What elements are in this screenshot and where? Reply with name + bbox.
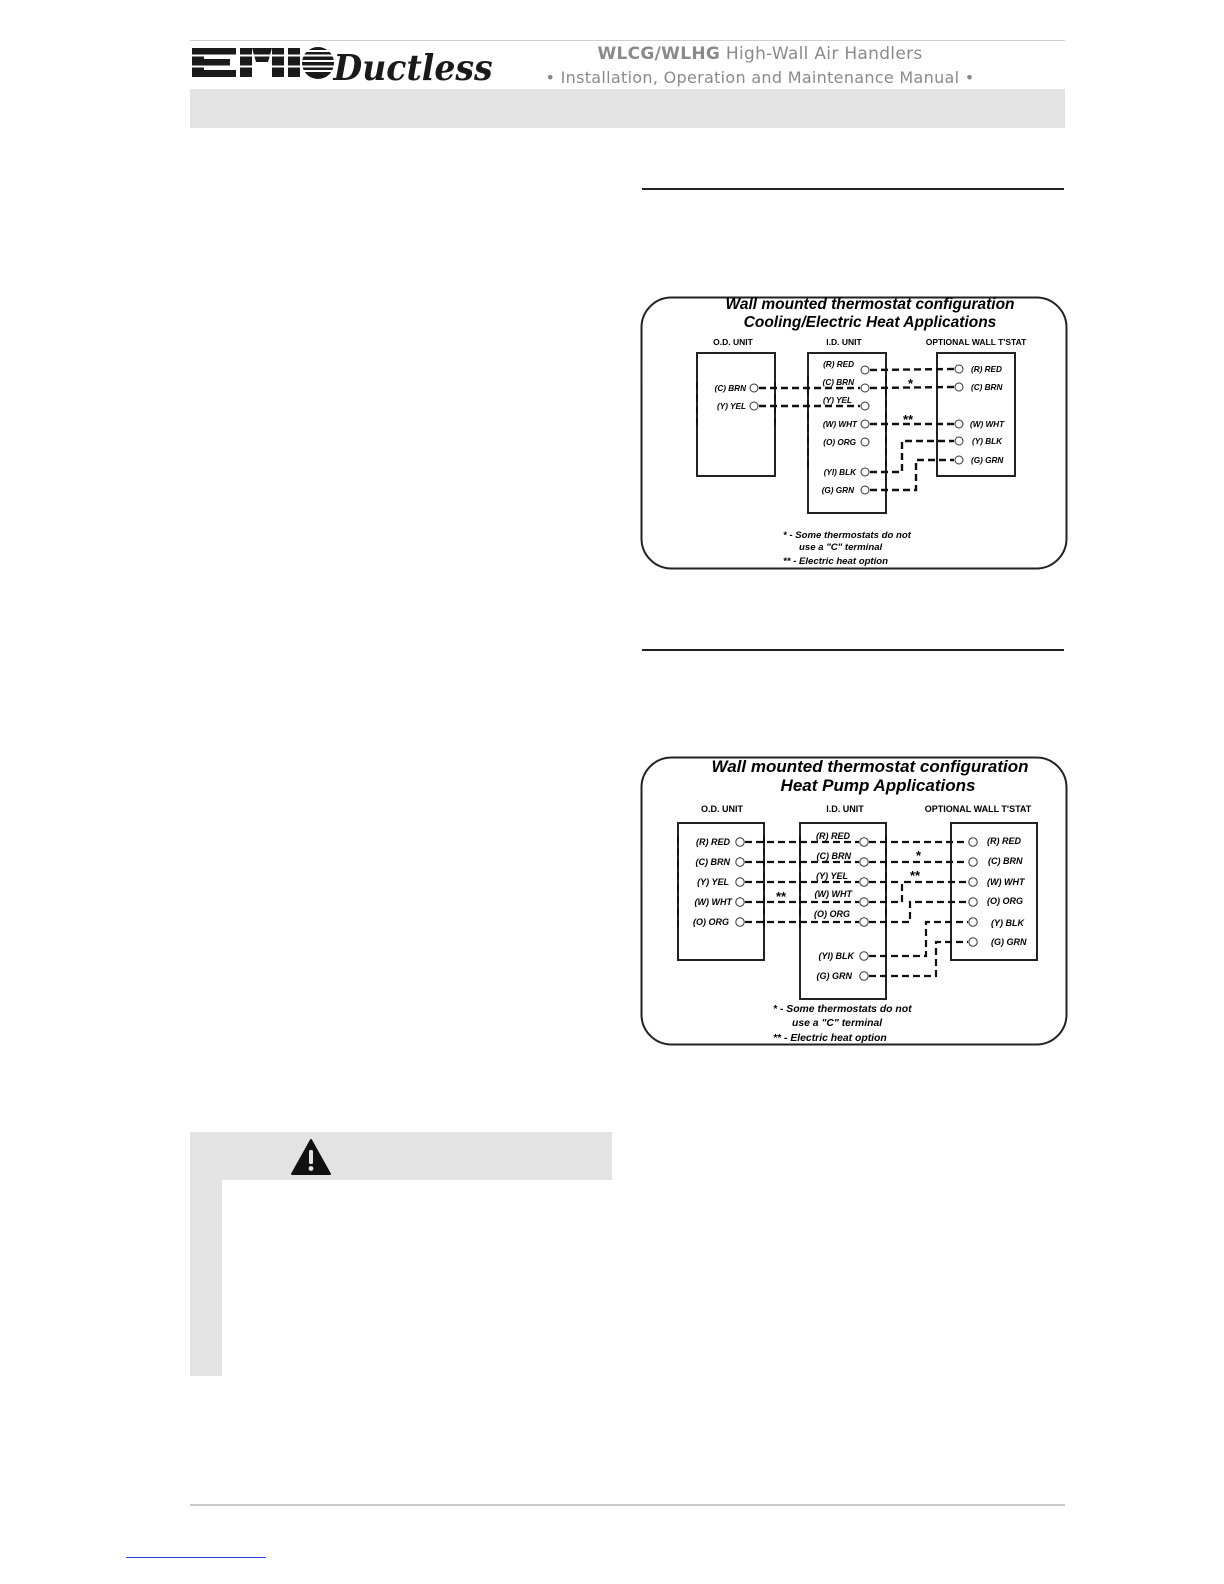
heatpump-star-c: * bbox=[916, 848, 922, 863]
heatpump-od-terminal: (C) BRN bbox=[695, 857, 730, 867]
manual-title: WLCG/WLHG High-Wall Air Handlers bbox=[597, 44, 923, 64]
heatpump-od-heading: O.D. UNIT bbox=[701, 804, 743, 814]
heatpump-note-2: use a "C" terminal bbox=[792, 1018, 883, 1029]
heatpump-id-terminal: (G) GRN bbox=[816, 971, 852, 981]
cooling-id-terminal: (Yl) BLK bbox=[823, 468, 856, 477]
cooling-title-line1: Wall mounted thermostat configuration bbox=[725, 296, 1015, 313]
heatpump-tstat-terminal: (C) BRN bbox=[988, 856, 1023, 866]
warning-side-bar bbox=[190, 1180, 222, 1376]
cooling-od-terminal: (C) BRN bbox=[714, 384, 746, 393]
cooling-id-terminal: (Y) YEL bbox=[823, 396, 852, 405]
cooling-id-heading: I.D. UNIT bbox=[826, 337, 862, 347]
heatpump-tstat-terminal: (W) WHT bbox=[987, 877, 1025, 887]
cooling-note-1: * - Some thermostats do not bbox=[783, 530, 911, 541]
heatpump-title-line2: Heat Pump Applications bbox=[780, 776, 976, 795]
header-top-rule bbox=[190, 40, 1065, 41]
cooling-wiring-diagram bbox=[640, 296, 1068, 570]
heatpump-id-terminal: (C) BRN bbox=[816, 851, 851, 861]
warning-triangle-icon bbox=[290, 1138, 332, 1176]
cooling-id-terminal: (G) GRN bbox=[821, 486, 854, 495]
heatpump-id-heading: I.D. UNIT bbox=[826, 804, 864, 814]
heatpump-note-3: ** - Electric heat option bbox=[773, 1033, 887, 1044]
heatpump-od-terminal: (R) RED bbox=[696, 837, 730, 847]
cooling-tstat-terminal: (W) WHT bbox=[970, 420, 1005, 429]
cooling-tstat-terminal: (C) BRN bbox=[971, 383, 1003, 392]
heatpump-star-w-tstat: ** bbox=[910, 868, 921, 883]
heatpump-tstat-terminal: (G) GRN bbox=[991, 937, 1027, 947]
cooling-star-c: * bbox=[908, 376, 914, 391]
cooling-tstat-terminal: (G) GRN bbox=[971, 456, 1004, 465]
cooling-id-terminal: (R) RED bbox=[823, 360, 854, 369]
cooling-id-terminal: (O) ORG bbox=[823, 438, 856, 447]
heatpump-id-terminal: (O) ORG bbox=[814, 909, 850, 919]
cooling-id-terminal: (C) BRN bbox=[822, 378, 854, 387]
cooling-note-3: ** - Electric heat option bbox=[783, 556, 889, 567]
footer-link-underline[interactable] bbox=[126, 1557, 266, 1558]
cooling-id-terminal: (W) WHT bbox=[822, 420, 857, 429]
heatpump-id-terminal: (Yl) BLK bbox=[818, 951, 854, 961]
manual-subtitle: • Installation, Operation and Maintenance Manual • bbox=[545, 68, 975, 87]
cooling-tstat-terminal: (Y) BLK bbox=[972, 437, 1003, 446]
heatpump-tstat-terminal: (R) RED bbox=[987, 836, 1021, 846]
logo-wordmark: Ductless bbox=[333, 47, 493, 90]
heatpump-tstat-heading: OPTIONAL WALL T'STAT bbox=[924, 804, 1032, 814]
cooling-od-terminal: (Y) YEL bbox=[717, 402, 746, 411]
section-rule-cooling bbox=[642, 188, 1064, 190]
heatpump-id-terminal: (W) WHT bbox=[814, 889, 852, 899]
heatpump-title-line1: Wall mounted thermostat configuration bbox=[711, 757, 1029, 776]
header-band bbox=[190, 89, 1065, 128]
heatpump-od-terminal: (Y) YEL bbox=[697, 877, 729, 887]
heatpump-tstat-terminal: (Y) BLK bbox=[991, 918, 1024, 928]
heatpump-tstat-terminal: (O) ORG bbox=[987, 896, 1023, 906]
cooling-star-w: ** bbox=[903, 412, 914, 427]
cooling-title-line2: Cooling/Electric Heat Applications bbox=[743, 314, 997, 331]
footer-rule bbox=[190, 1504, 1065, 1506]
heatpump-star-w-od: ** bbox=[776, 889, 787, 904]
warning-header-band bbox=[190, 1132, 612, 1180]
cooling-note-2: use a "C" terminal bbox=[799, 542, 883, 553]
cooling-od-heading: O.D. UNIT bbox=[713, 337, 753, 347]
heatpump-wiring-diagram bbox=[640, 756, 1068, 1046]
heatpump-id-terminal: (Y) YEL bbox=[816, 871, 848, 881]
cooling-tstat-terminal: (R) RED bbox=[971, 365, 1002, 374]
heatpump-note-1: * - Some thermostats do not bbox=[773, 1004, 912, 1015]
heatpump-od-terminal: (W) WHT bbox=[694, 897, 732, 907]
heatpump-id-terminal: (R) RED bbox=[816, 831, 850, 841]
heatpump-od-terminal: (O) ORG bbox=[693, 917, 729, 927]
emi-ductless-logo bbox=[190, 42, 493, 90]
cooling-tstat-heading: OPTIONAL WALL T'STAT bbox=[925, 337, 1027, 347]
section-rule-heatpump bbox=[642, 649, 1064, 651]
